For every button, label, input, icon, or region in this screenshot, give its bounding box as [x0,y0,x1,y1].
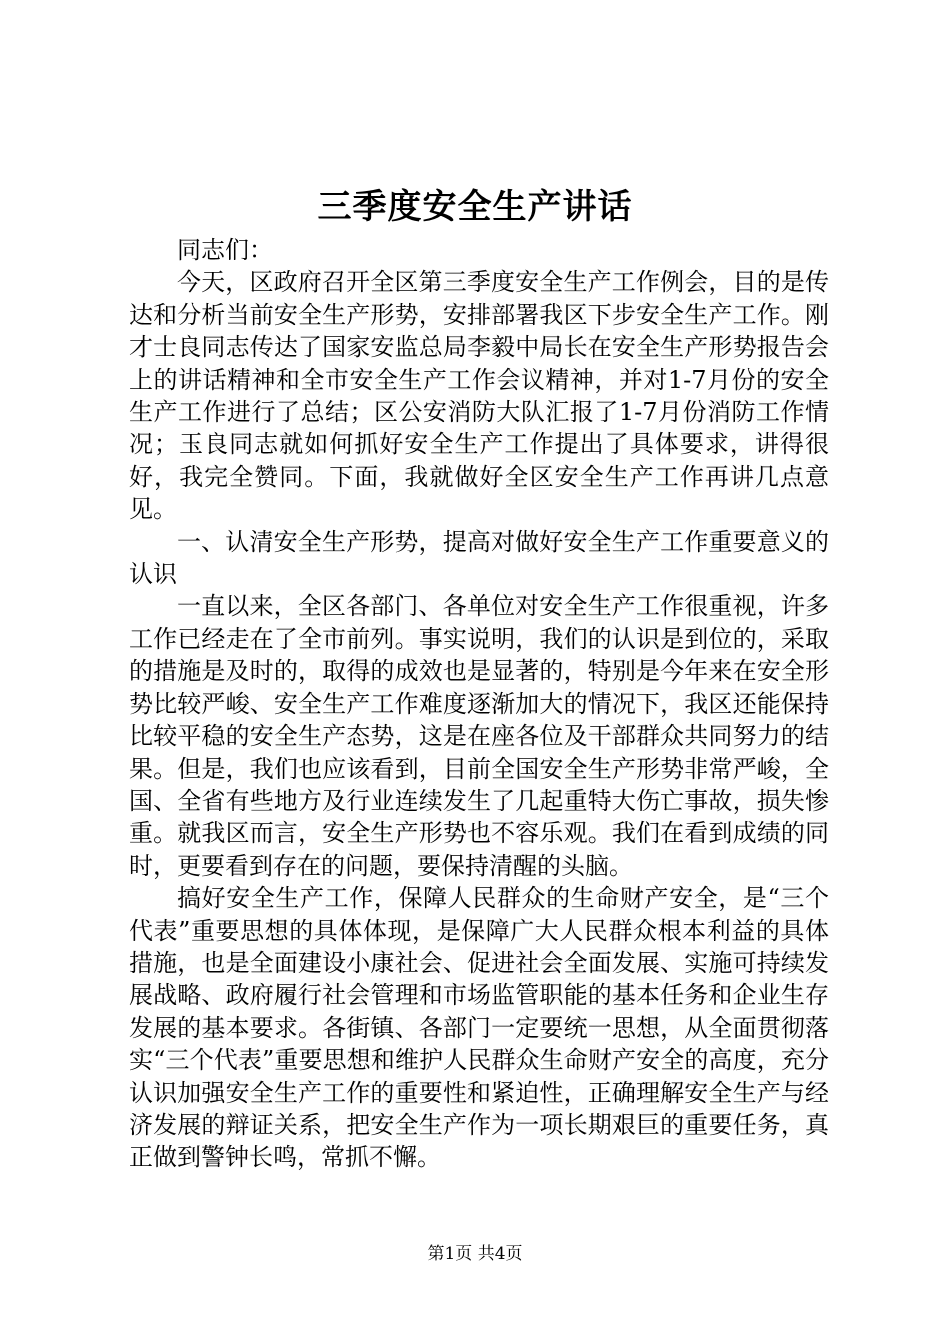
document-title: 三季度安全生产讲话 [317,187,633,227]
salutation-paragraph: 同志们： [177,236,273,264]
body-paragraph: 今天，区政府召开全区第三季度安全生产工作例会，目的是传达和分析当前安全生产形势，安排部署我区下步安全生产工作。刚才士良同志传达了国家安监总局李毅中局长在安全生产形势报告会上的讲话精神和全市安全生产工作会议精神，并对1-7月份的安全生产工作进行了总结；区公安消防大队汇报了1-7月份消防工作情况；玉良同志就如何抓好安全生产工作提出了具体要求，讲得很好，我完全赞同。下面，我就做好全区安全生产工作再讲几点意见。 [129,268,829,524]
body-paragraph: 一直以来，全区各部门、各单位对安全生产工作很重视，许多工作已经走在了全市前列。事实说明，我们的认识是到位的，采取的措施是及时的，取得的成效也是显著的，特别是今年来在安全形势比较严峻、安全生产工作难度逐渐加大的情况下，我区还能保持比较平稳的安全生产态势，这是在座各位及干部群众共同努力的结果。但是，我们也应该看到，目前全国安全生产形势非常严峻，全国、全省有些地方及行业连续发生了几起重特大伤亡事故，损失惨重。就我区而言，安全生产形势也不容乐观。我们在看到成绩的同时，更要看到存在的问题，要保持清醒的头脑。 [129,592,829,880]
page-number: 第1页 共4页 [427,1244,523,1264]
section-heading: 一、认清安全生产形势，提高对做好安全生产工作重要意义的认识 [129,527,829,589]
document-body [129,234,829,1174]
body-paragraph: 搞好安全生产工作，保障人民群众的生命财产安全，是“三个代表”重要思想的具体体现，是保障广大人民群众根本利益的具体措施，也是全面建设小康社会、促进社会全面发展、实施可持续发展战略、政府履行社会管理和市场监管职能的基本任务和企业生存发展的基本要求。各街镇、各部门一定要统一思想，从全面贯彻落实“三个代表”重要思想和维护人民群众生命财产安全的高度，充分认识加强安全生产工作的重要性和紧迫性，正确理解安全生产与经济发展的辩证关系，把安全生产作为一项长期艰巨的重要任务，真正做到警钟长鸣，常抓不懈。 [129,884,829,1172]
